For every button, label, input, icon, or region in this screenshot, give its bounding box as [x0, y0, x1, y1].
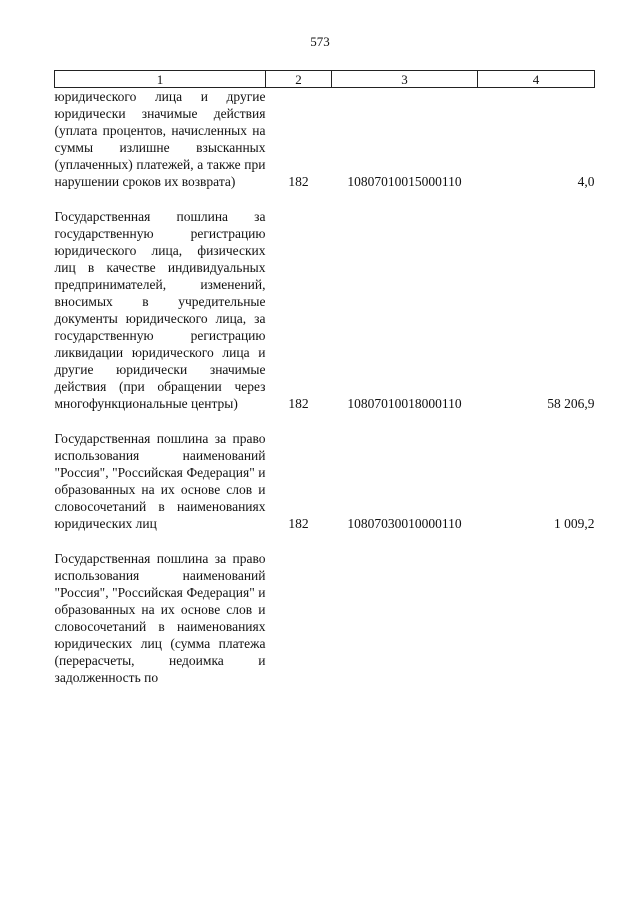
column-header-1: 1: [55, 71, 266, 88]
row-spacer: [55, 190, 595, 208]
row-admin-code: 182: [288, 174, 309, 189]
table-row: [55, 88, 595, 191]
row-description: юридического лица и другие юридически значимые действия (уплата процентов, начисленных на суммы излишне взысканных (уплаченных) платежей, а также при нарушении сроков их возврата): [54, 89, 266, 189]
row-amount: 1 009,2: [554, 516, 595, 531]
column-header-4: 4: [478, 71, 595, 88]
row-spacer: [55, 412, 595, 430]
row-spacer: [55, 532, 595, 550]
row-kbk-code: [332, 550, 478, 686]
row-amount: 58 206,9: [547, 396, 595, 411]
table-header-row: [55, 71, 595, 88]
row-kbk-code: 10807010015000110: [347, 174, 462, 189]
row-amount: [478, 550, 595, 686]
table-row: [55, 208, 595, 412]
row-kbk-code: 10807030010000110: [347, 516, 462, 531]
row-admin-code: 182: [288, 516, 309, 531]
row-amount: 4,0: [577, 174, 595, 189]
row-description: Государственная пошлина за государственную регистрацию юридического лица, физических лиц в качестве индивидуальных предпринимателей, изменений, вносимых в учредительные документы юридического лица, за государственную регистрацию ликвидации юридического лица и другие юридически значимые действия (при обращении через многофункциональные центры): [54, 209, 266, 411]
table-row: [55, 550, 595, 686]
row-kbk-code: 10807010018000110: [347, 396, 462, 411]
budget-revenue-table: [54, 70, 595, 686]
row-description: Государственная пошлина за право использования наименований "Россия", "Российская Федерация" и образованных на их основе слов и словосочетаний в наименованиях юридических лиц (сумма платежа (перерасчеты, недоимка и задолженность по: [54, 551, 266, 685]
column-header-2: 2: [266, 71, 332, 88]
row-admin-code: 182: [288, 396, 309, 411]
page-number: 573: [310, 34, 330, 49]
table-row: [55, 430, 595, 532]
row-description: Государственная пошлина за право использования наименований "Россия", "Российская Федерация" и образованных на их основе слов и словосочетаний в наименованиях юридических лиц: [54, 431, 266, 531]
row-admin-code: [266, 550, 332, 686]
column-header-3: 3: [332, 71, 478, 88]
